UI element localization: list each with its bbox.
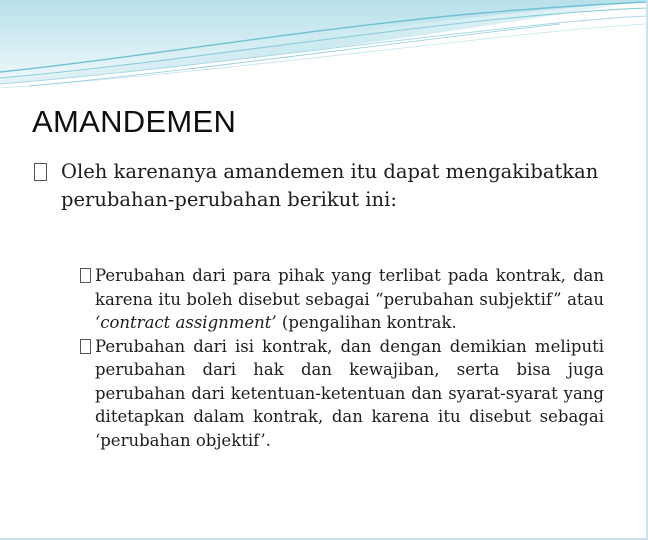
- slide-title: AMANDEMEN: [32, 104, 237, 139]
- header-wave-decoration: [0, 0, 648, 110]
- sub-bullet-item: [80, 335, 604, 453]
- sub-bullet-text-end: (pengalihan kontrak.: [276, 313, 457, 332]
- bullet-icon: [80, 268, 91, 283]
- sub-bullet-item: [80, 264, 604, 335]
- bullet-icon: [34, 163, 47, 181]
- main-bullet-text: Oleh karenanya amandemen itu dapat mengakibatkan perubahan-perubahan berikut ini:: [61, 160, 599, 211]
- slide-body: [34, 158, 614, 452]
- bullet-icon: [80, 339, 91, 354]
- sub-bullet-text: Perubahan dari isi kontrak, dan dengan demikian meliputi perubahan dari hak dan kewajiban, serta bisa juga perubahan dari ketentuan-ketentuan dan syarat-syarat yang ditetapkan dalam kontrak, dan karena itu disebut sebagai ‘perubahan objektif’.: [95, 336, 604, 450]
- italic-term: ‘contract assignment’: [95, 313, 277, 332]
- sub-bullet-list: [80, 264, 604, 452]
- sub-bullet-text-start: Perubahan dari para pihak yang terlibat pada kontrak, dan karena itu boleh disebut sebagai “perubahan subjektif” atau: [95, 266, 604, 309]
- sub-bullet-text: [95, 264, 604, 335]
- main-bullet-point: [34, 158, 614, 214]
